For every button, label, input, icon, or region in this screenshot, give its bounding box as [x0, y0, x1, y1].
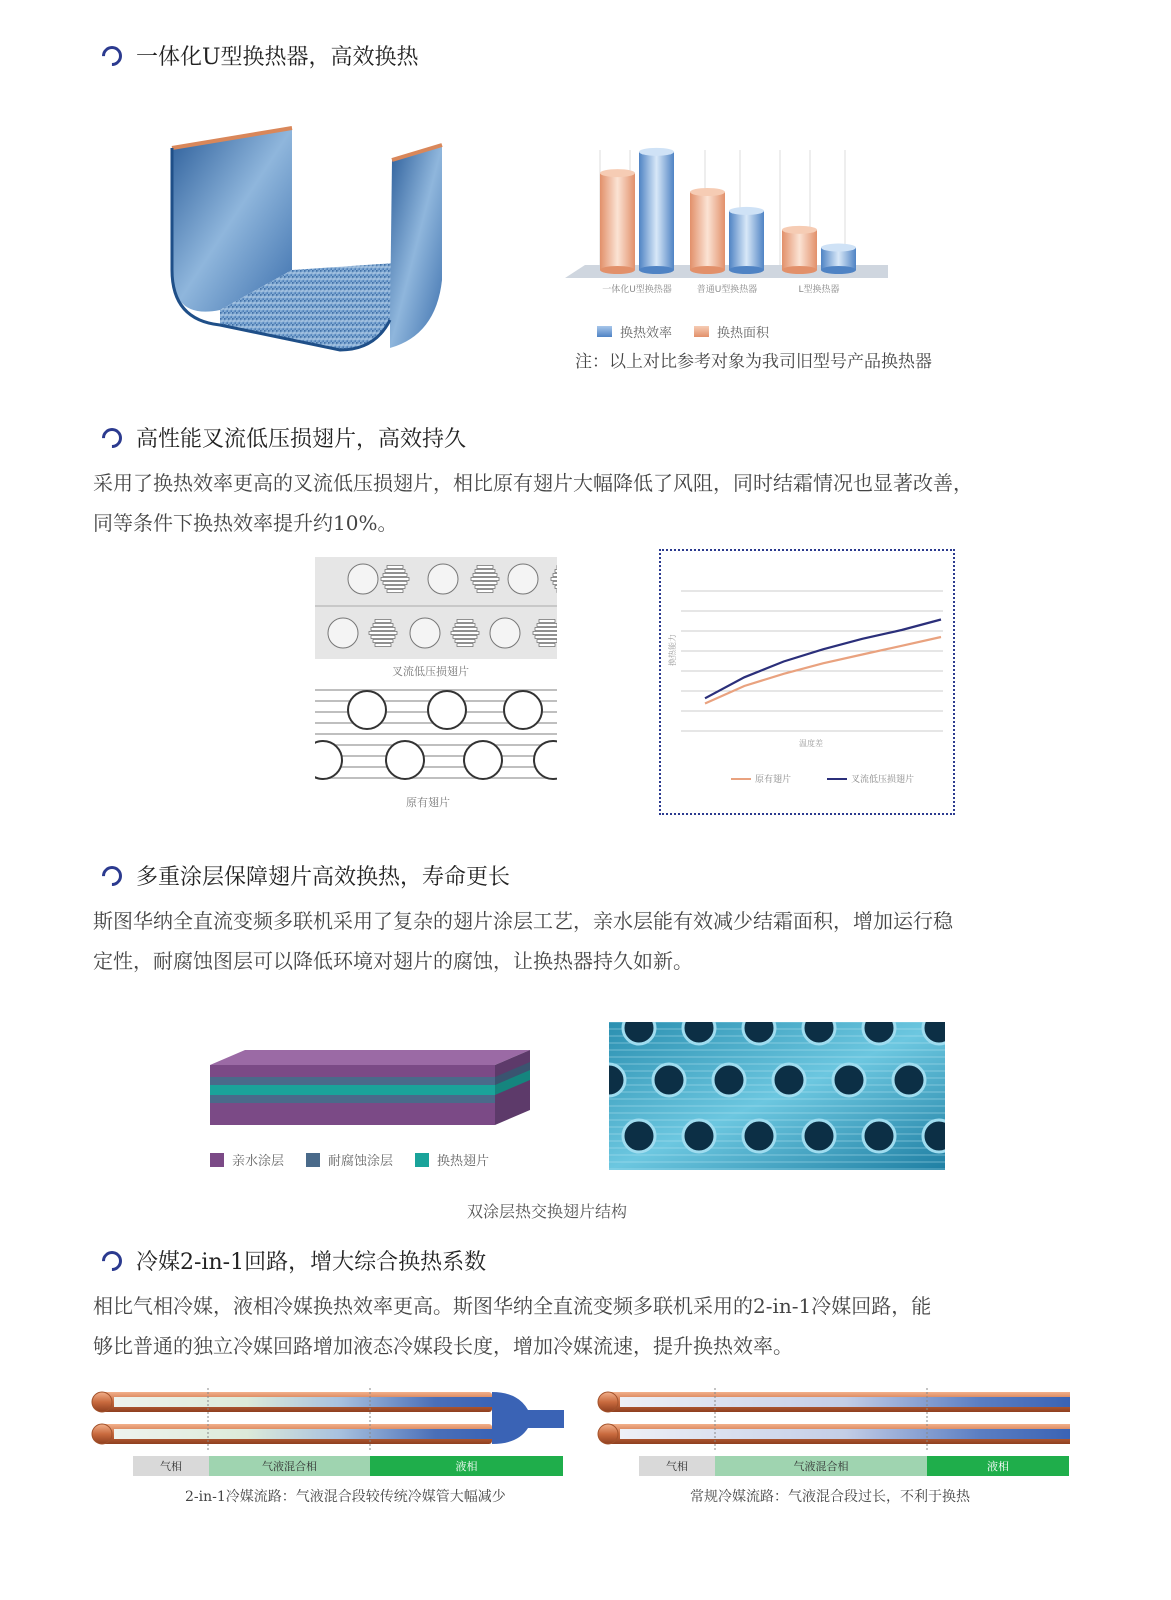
section-body-fins — [93, 463, 1093, 543]
fin-hole — [428, 564, 458, 594]
fin-louver — [371, 636, 395, 639]
bar-base — [690, 266, 725, 274]
bar-换热面积 — [782, 230, 817, 270]
photo-tube-hole — [773, 1064, 805, 1096]
legend-label: 换热翅片 — [437, 1154, 490, 1169]
bar-chart-note: 注：以上对比参考对象为我司旧型号产品换热器 — [575, 352, 932, 372]
conventional-circuit-diagram — [594, 1388, 1070, 1450]
phase-gas: 气相 — [133, 1456, 209, 1476]
line-y-axis-label: 换热能力 — [668, 634, 677, 666]
fin-louver — [387, 590, 403, 593]
phase-liquid: 液相 — [370, 1456, 563, 1476]
crossflow-fin-label: 叉流低压损翅片 — [392, 665, 469, 678]
legend-swatch — [415, 1153, 429, 1167]
fin-louver — [385, 570, 405, 573]
circle-bullet-icon — [98, 861, 126, 889]
fin-louver — [369, 632, 397, 635]
coated-fin-photo — [609, 1022, 945, 1170]
fin-louver — [555, 586, 557, 589]
paragraph-line: 同等条件下换热效率提升约10%。 — [93, 511, 398, 535]
section-title: 高性能叉流低压损翅片，高效持久 — [136, 427, 467, 452]
fin-hole — [490, 618, 520, 648]
phase-mixed: 气液混合相 — [715, 1456, 927, 1476]
photo-tube-hole — [863, 1022, 895, 1044]
legend-label: 亲水涂层 — [232, 1154, 285, 1169]
section-heading-coating — [102, 860, 510, 891]
fin-louver — [373, 640, 393, 643]
photo-tube-hole — [803, 1120, 835, 1152]
paragraph-line: 够比普通的独立冷媒回路增加液态冷媒段长度，增加冷媒流速，提升换热效率。 — [93, 1334, 793, 1358]
fin-louver — [455, 624, 475, 627]
legend-label: 耐腐蚀涂层 — [328, 1154, 394, 1169]
photo-tube-hole — [743, 1022, 775, 1044]
fin-louver — [539, 644, 555, 647]
legend-swatch — [306, 1153, 320, 1167]
left-circuit-caption: 2-in-1冷媒流路：气液混合段较传统冷媒管大幅减少 — [185, 1489, 506, 1505]
fin-louver — [533, 632, 557, 635]
efficiency-bar-chart — [560, 130, 900, 310]
circle-bullet-icon — [98, 1246, 126, 1274]
fin-louver — [475, 586, 495, 589]
bar-cap — [821, 244, 856, 252]
fin-louver — [453, 636, 477, 639]
paragraph-line: 斯图华纳全直流变频多联机采用了复杂的翅片涂层工艺，亲水层能有效减少结霜面积，增加运行稳 — [93, 909, 953, 933]
fin-louver — [451, 632, 479, 635]
photo-tube-hole — [623, 1120, 655, 1152]
fin-louver — [539, 620, 555, 623]
photo-tube-hole — [743, 1120, 775, 1152]
u-heat-exchanger-image — [160, 120, 460, 360]
legend-hydrophilic — [210, 1150, 284, 1169]
fin-louver — [453, 628, 477, 631]
fin-louver — [473, 582, 497, 585]
bar-换热面积 — [690, 192, 725, 270]
coating-layers-image — [205, 1045, 535, 1130]
fin-louver — [375, 644, 391, 647]
fin-tube-hole — [464, 741, 502, 779]
fin-tube-hole — [428, 691, 466, 729]
legend-fin — [415, 1150, 489, 1169]
line-legend-label: 原有翅片 — [755, 775, 792, 785]
fin-louver — [473, 574, 497, 577]
section-title: 冷媒2-in-1回路，增大综合换热系数 — [136, 1250, 487, 1275]
original-fin-label: 原有翅片 — [406, 796, 450, 809]
section-title: 一体化U型换热器，高效换热 — [136, 45, 419, 70]
line-chart-frame — [659, 549, 955, 815]
fin-tube-hole — [386, 741, 424, 779]
fin-louver — [471, 578, 499, 581]
bar-cap — [690, 188, 725, 196]
paragraph-line: 采用了换热效率更高的叉流低压损翅片，相比原有翅片大幅降低了风阻，同时结霜情况也显著改善， — [93, 471, 973, 495]
fin-louver — [553, 574, 557, 577]
paragraph-line: 定性，耐腐蚀图层可以降低环境对翅片的腐蚀，让换热器持久如新。 — [93, 949, 693, 973]
fin-louver — [383, 574, 407, 577]
line-legend-label: 叉流低压损翅片 — [851, 775, 915, 785]
fin-louver — [383, 582, 407, 585]
fin-louver — [381, 578, 409, 581]
coating-legend — [210, 1150, 511, 1169]
fin-hole — [348, 564, 378, 594]
bar-换热效率 — [729, 211, 764, 270]
line-series-原有翅片 — [705, 637, 941, 704]
fin-louver — [537, 640, 557, 643]
fin-louver — [477, 590, 493, 593]
legend-swatch — [597, 326, 612, 337]
bar-category-label: L型换热器 — [798, 285, 840, 295]
fin-louver — [371, 628, 395, 631]
bar-base — [639, 266, 674, 274]
fin-louver — [551, 578, 557, 581]
photo-tube-hole — [683, 1120, 715, 1152]
original-fin-image — [315, 686, 557, 788]
fin-louver — [373, 624, 393, 627]
legend-efficiency — [597, 322, 672, 341]
legend-area — [694, 322, 769, 341]
heat-capacity-line-chart — [661, 551, 953, 813]
section-heading-fins — [102, 422, 466, 453]
photo-tube-hole — [863, 1120, 895, 1152]
bar-换热效率 — [639, 152, 674, 270]
fin-louver — [455, 640, 475, 643]
legend-anticorrosion — [306, 1150, 393, 1169]
section-heading-refrigerant — [102, 1245, 486, 1276]
fin-louver — [535, 636, 557, 639]
circle-bullet-icon — [98, 423, 126, 451]
bar-base — [821, 266, 856, 274]
photo-tube-hole — [653, 1064, 685, 1096]
fin-louver — [555, 570, 557, 573]
photo-tube-hole — [923, 1120, 945, 1152]
section-body-refrigerant — [93, 1286, 1093, 1366]
fin-louver — [387, 566, 403, 569]
two-in-one-circuit-diagram — [88, 1388, 564, 1450]
bar-base — [600, 266, 635, 274]
circle-bullet-icon — [98, 41, 126, 69]
fin-louver — [375, 620, 391, 623]
bar-base — [729, 266, 764, 274]
section-body-coating — [93, 901, 1093, 981]
fin-tube-hole — [348, 691, 386, 729]
photo-tube-hole — [683, 1022, 715, 1044]
bar-category-label: 普通U型换热器 — [696, 285, 758, 295]
fin-tube-hole — [534, 741, 557, 779]
phase-mixed: 气液混合相 — [209, 1456, 370, 1476]
fin-hole — [508, 564, 538, 594]
bar-cap — [782, 226, 817, 234]
section-title: 多重涂层保障翅片高效换热，寿命更长 — [136, 865, 511, 890]
bar-cap — [729, 207, 764, 215]
bar-换热面积 — [600, 173, 635, 270]
paragraph-line: 相比气相冷媒，液相冷媒换热效率更高。斯图华纳全直流变频多联机采用的2-in-1冷媒回路，能 — [93, 1294, 932, 1318]
fin-hole — [410, 618, 440, 648]
photo-tube-hole — [713, 1064, 745, 1096]
fin-louver — [385, 586, 405, 589]
legend-label: 换热效率 — [620, 326, 673, 341]
bar-chart-legend — [597, 322, 791, 341]
fin-louver — [457, 644, 473, 647]
photo-tube-hole — [833, 1064, 865, 1096]
fin-louver — [457, 620, 473, 623]
fin-tube-hole — [315, 741, 342, 779]
right-circuit-caption: 常规冷媒流路：气液混合段过长，不利于换热 — [690, 1489, 970, 1505]
bar-cap — [639, 148, 674, 156]
legend-swatch — [694, 326, 709, 337]
bar-base — [782, 266, 817, 274]
fin-hole — [328, 618, 358, 648]
photo-tube-hole — [623, 1022, 655, 1044]
bar-cap — [600, 169, 635, 177]
fin-louver — [553, 582, 557, 585]
fin-louver — [535, 628, 557, 631]
photo-tube-hole — [803, 1022, 835, 1044]
legend-label: 换热面积 — [717, 326, 770, 341]
fin-louver — [475, 570, 495, 573]
coating-caption: 双涂层热交换翅片结构 — [467, 1202, 628, 1221]
fin-louver — [477, 566, 493, 569]
fin-tube-hole — [504, 691, 542, 729]
legend-swatch — [210, 1153, 224, 1167]
photo-tube-hole — [893, 1064, 925, 1096]
phase-liquid: 液相 — [927, 1456, 1069, 1476]
left-phase-bar — [133, 1456, 563, 1476]
crossflow-fin-image — [315, 557, 557, 659]
section-heading-u-exchanger — [102, 40, 419, 71]
fin-louver — [537, 624, 557, 627]
right-phase-bar — [639, 1456, 1069, 1476]
line-x-axis-label: 温度差 — [799, 739, 823, 748]
bar-category-label: 一体化U型换热器 — [602, 285, 672, 295]
phase-gas: 气相 — [639, 1456, 715, 1476]
